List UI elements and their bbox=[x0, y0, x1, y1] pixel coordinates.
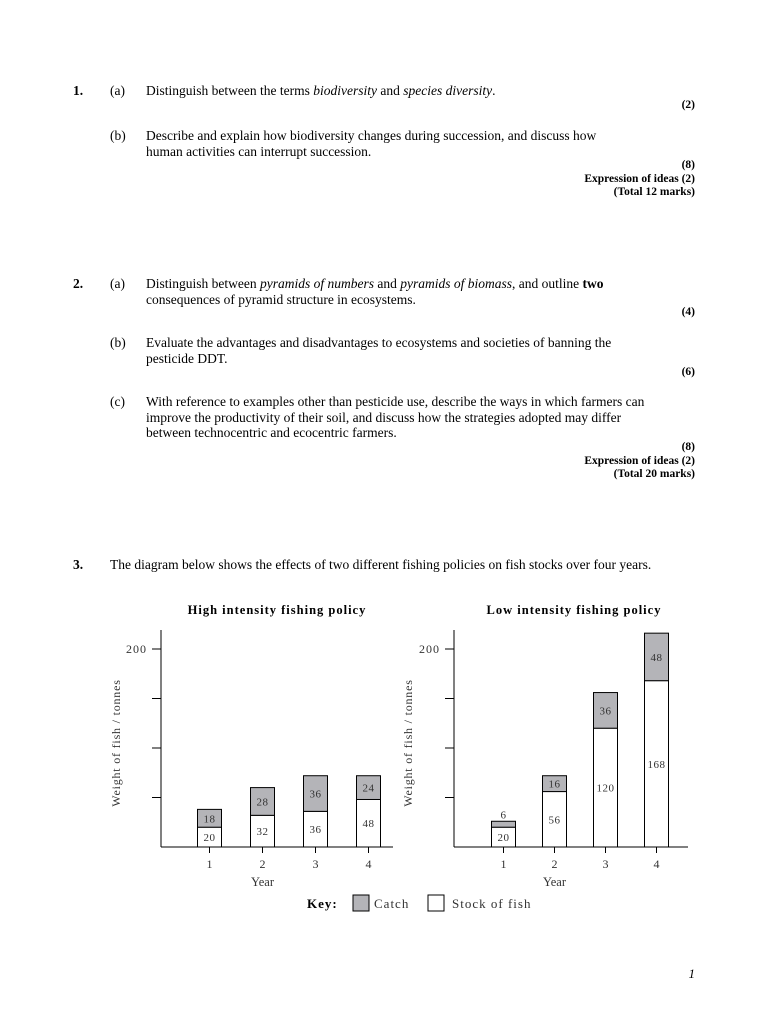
x-axis-label: Year bbox=[542, 875, 567, 889]
x-axis-label: Year bbox=[250, 875, 275, 889]
x-tick-label: 4 bbox=[365, 857, 372, 871]
y-axis-label: Weight of fish / tonnes bbox=[109, 679, 123, 807]
key-catch-swatch bbox=[353, 895, 369, 911]
q2c-marks: (8) Expression of ideas (2) (Total 20 marks) bbox=[584, 441, 695, 480]
stock-value-label: 56 bbox=[548, 814, 561, 827]
q1b-text: Describe and explain how biodiversity changes during succession, and discuss how human activities can interrupt succession. bbox=[146, 128, 597, 159]
key-stock-swatch bbox=[428, 895, 444, 911]
q2c-text: With reference to examples other than pesticide use, describe the ways in which farmers can improve the productivity of their soil, and discuss how the strategies adopted may differ between technocentric and ecocentric farmers. bbox=[146, 394, 645, 440]
q2b-marks: (6) bbox=[681, 366, 695, 378]
fishing-charts-figure bbox=[0, 595, 768, 925]
stock-value-label: 32 bbox=[256, 826, 269, 839]
q1-number: 1. bbox=[73, 83, 84, 98]
x-tick-label: 1 bbox=[206, 857, 213, 871]
catch-value-label: 16 bbox=[548, 778, 561, 791]
catch-value-label: 36 bbox=[309, 788, 322, 801]
q2a-text: Distinguish between pyramids of numbers and pyramids of biomass, and outline two consequences of pyramid structure in ecosystems. bbox=[146, 276, 604, 307]
x-tick-label: 3 bbox=[312, 857, 319, 871]
y-tick-label: 200 bbox=[126, 642, 147, 656]
q2c-label: (c) bbox=[110, 394, 125, 409]
x-tick-label: 2 bbox=[259, 857, 266, 871]
catch-value-label: 24 bbox=[362, 782, 375, 795]
key-catch-label: Catch bbox=[374, 896, 410, 911]
q2a-marks: (4) bbox=[681, 306, 695, 318]
stock-value-label: 20 bbox=[497, 832, 510, 845]
x-tick-label: 2 bbox=[551, 857, 558, 871]
q1a-text: Distinguish between the terms biodiversity and species diversity. bbox=[146, 83, 496, 98]
stock-value-label: 48 bbox=[362, 818, 375, 831]
catch-value-label: 28 bbox=[256, 796, 269, 809]
page-number: 1 bbox=[688, 966, 695, 981]
low-intensity-chart bbox=[401, 603, 688, 889]
q3-text: The diagram below shows the effects of two different fishing policies on fish stocks over four years. bbox=[110, 557, 652, 572]
high-intensity-chart bbox=[109, 603, 393, 889]
chart-title: Low intensity fishing policy bbox=[486, 603, 662, 617]
q3-number: 3. bbox=[73, 557, 84, 572]
stock-value-label: 36 bbox=[309, 824, 322, 837]
q1a-marks: (2) bbox=[681, 99, 695, 111]
chart-title: High intensity fishing policy bbox=[187, 603, 367, 617]
catch-value-label: 48 bbox=[650, 651, 663, 664]
q1a-label: (a) bbox=[110, 83, 125, 98]
q2b-text: Evaluate the advantages and disadvantages to ecosystems and societies of banning the pesticide DDT. bbox=[146, 335, 612, 366]
chart-key bbox=[307, 895, 531, 911]
q1b-marks: (8) Expression of ideas (2) (Total 12 marks) bbox=[584, 159, 695, 198]
q2b-label: (b) bbox=[110, 335, 126, 350]
stock-value-label: 120 bbox=[596, 782, 615, 795]
q2-number: 2. bbox=[73, 276, 84, 291]
x-tick-label: 4 bbox=[653, 857, 660, 871]
stock-value-label: 168 bbox=[647, 758, 666, 771]
y-axis-label: Weight of fish / tonnes bbox=[401, 679, 415, 807]
q2a-label: (a) bbox=[110, 276, 125, 291]
catch-value-label: 18 bbox=[203, 813, 216, 826]
y-tick-label: 200 bbox=[419, 642, 440, 656]
stock-value-label: 20 bbox=[203, 832, 216, 845]
catch-value-label: 36 bbox=[599, 705, 612, 718]
x-tick-label: 1 bbox=[500, 857, 507, 871]
bar-catch bbox=[492, 821, 516, 827]
q1b-label: (b) bbox=[110, 128, 126, 143]
key-stock-label: Stock of fish bbox=[452, 896, 532, 911]
catch-value-label: 6 bbox=[500, 809, 507, 822]
key-label: Key: bbox=[307, 896, 338, 911]
x-tick-label: 3 bbox=[602, 857, 609, 871]
